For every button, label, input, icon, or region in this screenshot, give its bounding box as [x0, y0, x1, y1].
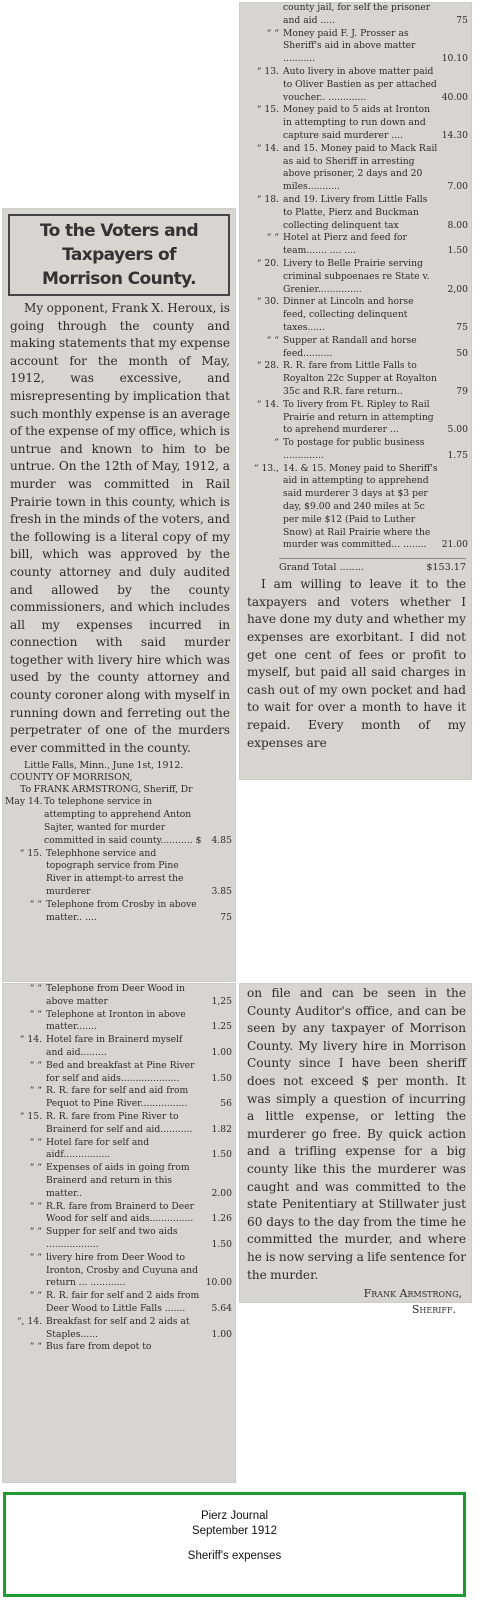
entry-date: “ “ [29, 1341, 42, 1353]
ledger-entry [239, 143, 472, 194]
entry-date: “ 15. [19, 1110, 42, 1122]
closing-paragraph: I am willing to leave it to the taxpayers and voters whether I have done my duty and whether my expenses are exorbitant. I did not get one cent of fees or profit to myself, but paid all said charges in cash out of my own pocket and had to wait for over a month to have it repaid. Every month of my expenses are [247, 577, 466, 750]
ledger-entry [2, 1316, 236, 1342]
entry-amount: 75 [220, 911, 232, 923]
entry-description: Telephone from Crosby in above matter.. .... [46, 898, 197, 923]
entry-date: “ “ [29, 1136, 42, 1148]
grand-total-label: Grand Total ........ [279, 562, 364, 574]
entry-date: “ “ [29, 1200, 42, 1212]
ledger-entry [2, 899, 236, 925]
ledger-entry [239, 232, 472, 258]
entry-description: Hotel fare in Brainerd myself and aid......... [46, 1034, 183, 1058]
entry-description: To postage for public business .............. [283, 437, 425, 461]
entry-amount: 14.30 [441, 129, 468, 141]
ledger-entry [2, 796, 236, 847]
caption-date: September 1912 [191, 1525, 278, 1537]
entry-description: livery hire from Deer Wood to Ironton, Crosby and Cuyuna and return ... ............ [46, 1251, 198, 1289]
clipping-closing [239, 983, 472, 1317]
ledger-entry [2, 1162, 236, 1200]
caption-title: Sheriff's expenses [187, 1550, 282, 1562]
entry-date: “ “ [29, 1290, 42, 1302]
grand-total-value: $153.17 [426, 562, 466, 574]
entry-date: “ 13., [253, 462, 279, 474]
entry-date: “ “ [29, 1226, 42, 1238]
entry-description: 14. & 15. Money paid to Sheriff's aid in attempting to apprehend said murderer 3 days at $3 per day, $9.00 and 240 miles at 5c per mile $12 (Paid to Luther Snow) at Rail Prairie where the murder was committed... ........ [283, 462, 438, 551]
entry-date: “ “ [29, 1008, 42, 1020]
entry-amount: 7.00 [447, 181, 468, 193]
entry-description: Money paid to 5 aids at Ironton in attempting to run down and capture said murderer .... [283, 104, 431, 141]
county-line: COUNTY OF MORRISON, [10, 772, 133, 784]
entry-description: Hotel fare for self and aidf................ [46, 1136, 150, 1161]
entry-description: Auto livery in above matter paid to Oliver Bastien as per attached voucher.. ............. [283, 65, 437, 103]
entry-description: Dinner at Lincoln and horse feed, collecting delinquent taxes...... [283, 296, 414, 333]
expense-ledger-part-2 [2, 983, 236, 1354]
entry-amount: 1.00 [211, 1328, 232, 1340]
entry-date: “ “ [29, 1059, 42, 1071]
ledger-entry [2, 1226, 236, 1252]
ledger-entry [239, 258, 472, 296]
entry-amount: 56 [220, 1098, 232, 1110]
closing-paragraph-continued: on file and can be seen in the County Auditor's office, and can be seen by any taxpayer of Morrison County. My livery hire in Morrison County since I have been sheriff does not exceed $ per month. It was simply a question of incurring a little expense, or letting the murderer go free. By quick action and a trifling expense for a big county like this the murderer was caught and was committed to the state Penitentiary at Stillwater just 60 days to the day from the time he committed the murder, and where he is now serving a life sentence for the murder. [247, 986, 466, 1282]
entry-description: To livery from Ft. Ripley to Rail Prairie and return in attempting to aprehend murderer ... [283, 398, 434, 436]
ledger-entry [239, 335, 472, 361]
ledger-entry [239, 28, 472, 66]
entry-description: R. R. fare from Little Falls to Royalton 22c Supper at Royalton 35c and R.R. fare return.. [283, 360, 437, 397]
entry-date: “ “ [29, 1251, 42, 1263]
entry-amount: 10.10 [441, 53, 468, 65]
entry-date: “ 15. [19, 847, 42, 859]
entry-amount: 1.00 [211, 1046, 232, 1058]
entry-description: R.R. fare from Brainerd to Deer Wood for self and aids............... [46, 1200, 195, 1225]
entry-amount: 1.50 [211, 1238, 232, 1250]
entry-description: Telephhone service and topograph service from Pine River in attempt-to arrest the murderer [46, 847, 184, 898]
entry-date: “ 20. [256, 257, 279, 269]
entry-description: R. R. fair for self and 2 aids from Deer Wood to Little Falls ....... [46, 1290, 200, 1314]
ledger-entry [2, 1290, 236, 1316]
entry-date: “ 14. [256, 398, 279, 410]
ledger-entry [2, 1341, 236, 1354]
entry-amount: 50 [456, 347, 468, 359]
ledger-entry [239, 437, 472, 463]
entry-date: “ 14. [19, 1034, 42, 1046]
entry-date: “ 28. [256, 360, 279, 372]
ledger-entry [239, 399, 472, 437]
entry-amount: 75 [456, 14, 468, 26]
expense-ledger-part-1 [2, 796, 236, 924]
entry-date: “ “ [29, 983, 42, 994]
entry-amount: 10.00 [205, 1277, 232, 1289]
ledger-entry [239, 66, 472, 104]
entry-description: county jail, for self the prisoner and aid ..... [283, 2, 431, 26]
entry-date: May 14. [5, 796, 43, 808]
entry-amount: 1.25 [211, 1021, 232, 1033]
entry-amount: 1.82 [211, 1123, 232, 1135]
entry-description: Telephone from Deer Wood in above matter [46, 983, 185, 1007]
entry-date: “ 30. [256, 296, 279, 308]
expense-ledger-part-3 [239, 2, 472, 552]
entry-amount: 1.50 [211, 1072, 232, 1084]
entry-description: Supper for self and two aids .................. [46, 1226, 178, 1250]
clipping-ledger-continued [239, 2, 472, 780]
entry-date: “ “ [29, 1162, 42, 1174]
ledger-entry [2, 1201, 236, 1227]
entry-description: Hotel at Pierz and feed for team....... .... .... [283, 232, 407, 257]
clipping-ledger-middle [2, 983, 236, 1483]
ledger-entry [2, 1085, 236, 1111]
entry-description: Livery to Belle Prairie serving criminal subpoenaes re State v. Grenier............... [283, 257, 430, 295]
entry-amount: 1.50 [211, 1149, 232, 1161]
grand-total-row [279, 558, 466, 574]
entry-description: To telephone service in attempting to apprehend Anton Sajter, wanted for murder committed in said county........... $ [44, 796, 202, 846]
entry-amount: 1.75 [447, 449, 468, 461]
ledger-entry [239, 296, 472, 334]
entry-description: Breakfast for self and 2 aids at Staples...... [46, 1315, 190, 1340]
entry-amount: 5.00 [447, 424, 468, 436]
entry-amount: 8.00 [447, 219, 468, 231]
caption-publication: Pierz Journal [200, 1510, 269, 1522]
article-body [10, 300, 230, 796]
entry-amount: 79 [456, 385, 468, 397]
headline-line-2: Morrison County. [42, 269, 196, 289]
entry-date: “ [274, 437, 279, 449]
entry-description: Bus fare from depot to [46, 1341, 152, 1353]
entry-description: R. R. fare for self and aid from Pequot to Pine River................ [46, 1085, 189, 1110]
entry-amount: 5.64 [211, 1302, 232, 1314]
entry-amount: 4.85 [211, 834, 232, 846]
entry-description: and 15. Money paid to Mack Rail as aid to Sheriff in arresting above prisoner, 2 days and 20 miles........... [283, 142, 438, 193]
body-paragraph: My opponent, Frank X. Heroux, is going through the county and making statements that my expense account for the month of May, 1912, was excessive, and misrepresenting by implication that such monthly expense is an average of the expense of my office, which is untrue and known to him to be untrue. On the 12th of May, 1912, a murder was committed in Rail Prairie town in this county, which is fresh in the minds of the voters, and the following is a literal copy of my bill, which was approved by the county attorney and duly audited and allowed by the county commissioners, and which includes all my expenses incurred in connection with said murder together with livery hire which was used by the county attorney and county coroner along with myself in running down and ferreting out the perpetrater of one of the murders ever committed in the county. [10, 301, 230, 755]
entry-description: Supper at Randall and horse feed.......... [283, 334, 417, 359]
entry-date: “ 14. [256, 142, 279, 154]
entry-date: “ “ [266, 334, 279, 346]
entry-date: “ 18. [256, 193, 279, 205]
ledger-entry [239, 463, 472, 553]
entry-description: R. R. fare from Pine River to Brainerd for self and aid........... [46, 1110, 193, 1135]
entry-amount: 21.00 [441, 539, 468, 551]
entry-amount: 1.50 [447, 245, 468, 257]
entry-date: “ 13. [256, 65, 279, 77]
entry-date: “ “ [29, 898, 42, 910]
entry-amount: 3.85 [211, 886, 232, 898]
closing-statement-part-1 [247, 576, 466, 752]
dateline: Little Falls, Minn., June 1st, 1912. [24, 760, 184, 772]
entry-date: “ “ [29, 1085, 42, 1097]
ledger-entry [2, 1111, 236, 1137]
entry-amount: 2,00 [447, 283, 468, 295]
entry-date: “ 15. [256, 104, 279, 116]
ledger-entry [2, 1137, 236, 1163]
signature [239, 1286, 462, 1318]
ledger-entry [239, 2, 472, 28]
caption-box [3, 1492, 466, 1597]
entry-description: Expenses of aids in going from Brainerd and return in this matter.. [46, 1162, 190, 1199]
ledger-entry [2, 848, 236, 899]
ledger-entry [2, 1009, 236, 1035]
entry-description: Money paid F. J. Prosser as Sheriff's aid in above matter ........... [283, 27, 416, 65]
entry-amount: 75 [456, 321, 468, 333]
entry-description: Telephone at Ironton in above matter....... [46, 1008, 186, 1033]
ledger-entry [239, 194, 472, 232]
entry-date: “ “ [266, 27, 279, 39]
signature-name: Frank Armstrong, [363, 1287, 462, 1301]
bill-heading: To FRANK ARMSTRONG, Sheriff, Dr [20, 784, 193, 796]
entry-date: “ “ [266, 232, 279, 244]
clipping-article-start [2, 208, 236, 982]
entry-date: “, 14. [16, 1315, 42, 1327]
signature-title: Sheriff. [411, 1303, 456, 1317]
entry-description: and 19. Livery from Little Falls to Platte, Pierz and Buckman collecting delinquent tax [283, 193, 428, 231]
entry-amount: 1,25 [211, 995, 232, 1007]
entry-amount: 40.00 [441, 91, 468, 103]
ledger-entry [239, 104, 472, 142]
ledger-entry [239, 360, 472, 398]
headline [8, 214, 230, 296]
closing-statement-part-2 [247, 985, 466, 1284]
entry-description: Bed and breakfast at Pine River for self and aids.................... [46, 1059, 195, 1084]
ledger-entry [2, 983, 236, 1009]
entry-amount: 1.26 [211, 1213, 232, 1225]
ledger-entry [2, 1252, 236, 1290]
ledger-entry [2, 1060, 236, 1086]
headline-line-1: To the Voters and Taxpayers of [39, 221, 199, 265]
ledger-entry [2, 1034, 236, 1060]
entry-amount: 2.00 [211, 1187, 232, 1199]
